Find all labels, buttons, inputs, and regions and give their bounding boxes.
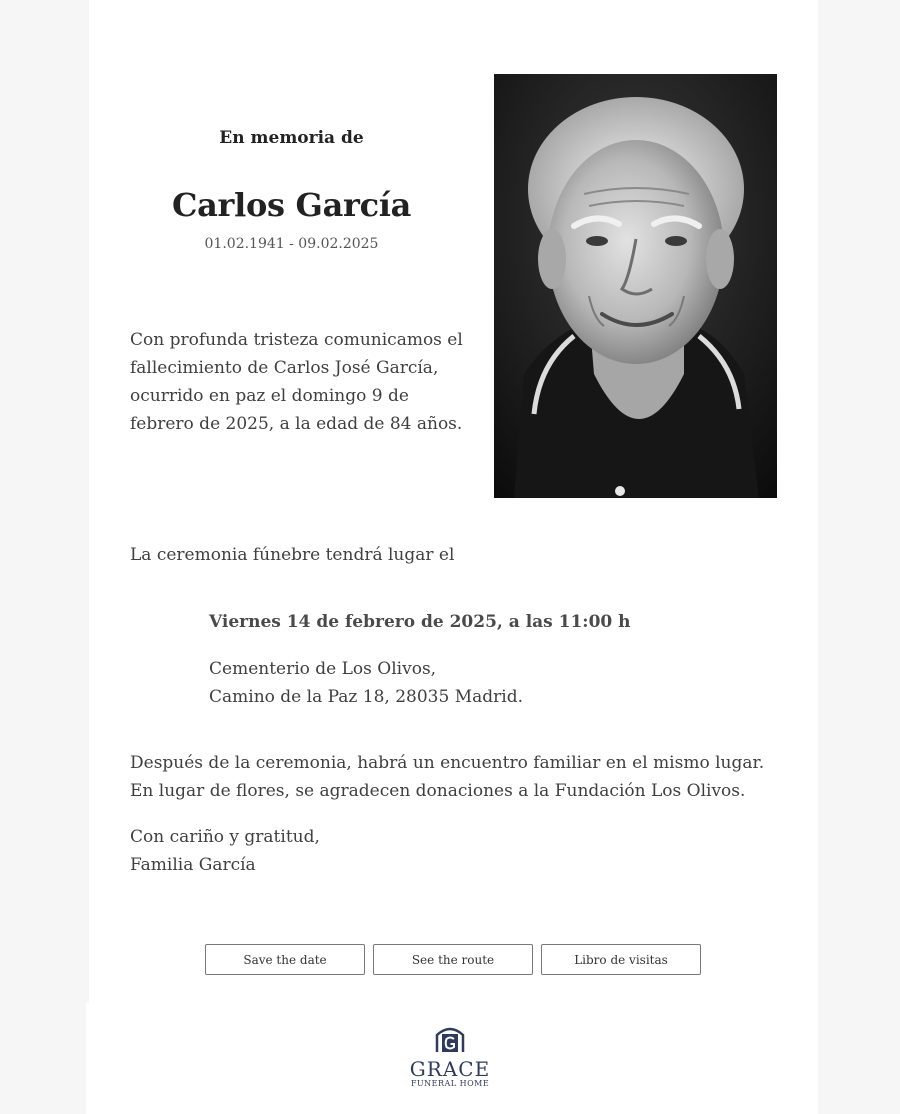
in-memory-label: En memoria de <box>219 128 364 148</box>
location-line-2: Camino de la Paz 18, 28035 Madrid. <box>209 687 523 707</box>
after-line-2: En lugar de flores, se agradecen donaciones a la Fundación Los Olivos. <box>130 781 746 801</box>
closing-line-2: Familia García <box>130 855 256 875</box>
grace-logo[interactable] <box>405 1023 495 1089</box>
event-datetime: Viernes 14 de febrero de 2025, a las 11:00 h <box>209 612 631 632</box>
guestbook-button[interactable]: Libro de visitas <box>541 944 701 975</box>
logo-wordmark: GRACE <box>409 1057 491 1081</box>
deceased-name: Carlos García <box>171 186 412 224</box>
logo-subtitle: FUNERAL HOME <box>410 1079 490 1088</box>
closing-signature <box>130 823 320 879</box>
closing-line-1: Con cariño y gratitud, <box>130 827 320 847</box>
see-the-route-button[interactable]: See the route <box>373 944 533 975</box>
obituary-card <box>89 0 818 1003</box>
after-ceremony-text <box>130 749 770 805</box>
portrait-image <box>494 74 777 498</box>
footer <box>86 1003 818 1114</box>
gate-g-icon <box>433 1023 467 1053</box>
after-line-1: Después de la ceremonia, habrá un encuentro familiar en el mismo lugar. <box>130 753 765 773</box>
ceremony-intro: La ceremonia fúnebre tendrá lugar el <box>130 545 455 565</box>
announcement-text: Con profunda tristeza comunicamos el fallecimiento de Carlos José García, ocurrido en paz el domingo 9 de febrero de 2025, a la edad de 84 años. <box>130 330 463 434</box>
portrait-photo <box>494 74 777 498</box>
life-dates: 01.02.1941 - 09.02.2025 <box>204 236 379 252</box>
ceremony-location <box>209 655 523 711</box>
save-the-date-button[interactable]: Save the date <box>205 944 365 975</box>
location-line-1: Cementerio de Los Olivos, <box>209 659 437 679</box>
